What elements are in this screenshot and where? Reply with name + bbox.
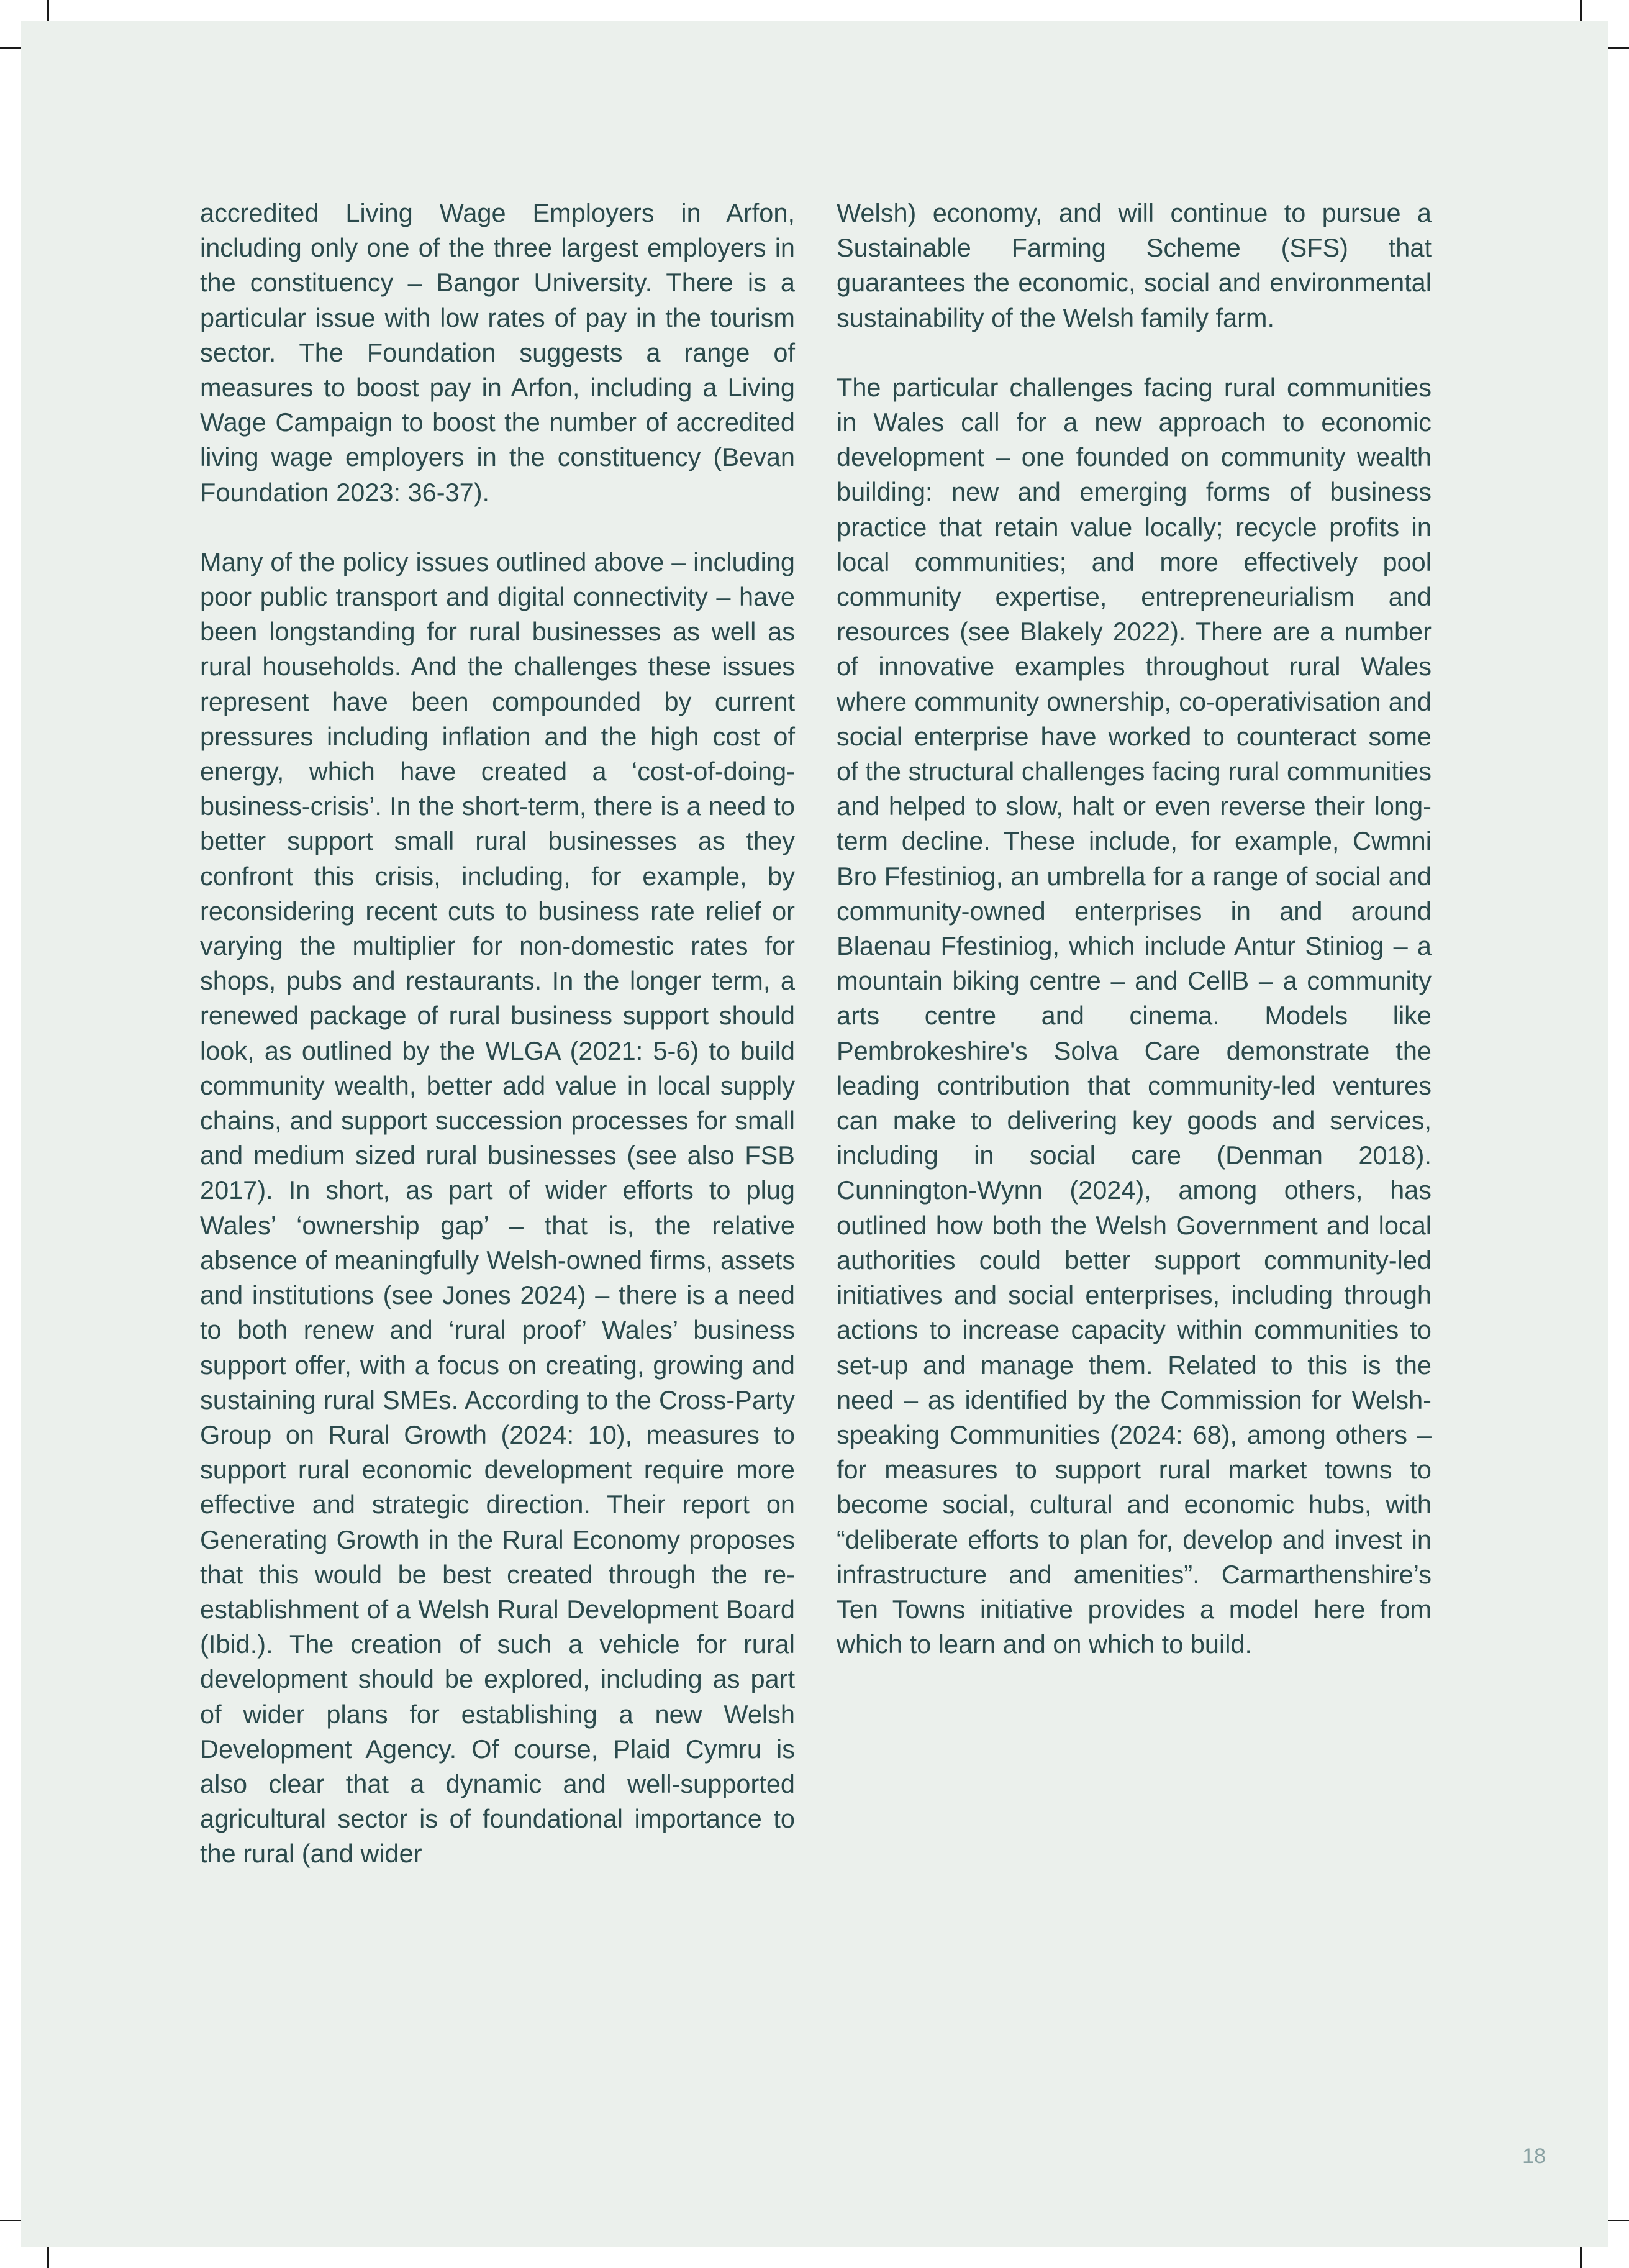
paragraph: The particular challenges facing rural communities in Wales call for a new approach to economic development – one founded on community wealth building: new and emerging forms of business practice that retain value locally; recycle profits in local communities; and more effectively pool community expertise, entrepreneurialism and resources (see Blakely 2022). There are a number of innovative examples throughout rural Wales where community ownership, co-operativisation and social enterprise have worked to counteract some of the structural challenges facing rural communities and helped to slow, halt or even reverse their long-term decline. These include, for example, Cwmni Bro Ffestiniog, an umbrella for a range of social and community-owned enterprises in and around Blaenau Ffestiniog, which include Antur Stiniog – a mountain biking centre – and CellB – a community arts centre and cinema. Models like Pembrokeshire's Solva Care demonstrate the leading contribution that community-led ventures can make to delivering key goods and services, including in social care (Denman 2018). Cunnington-Wynn (2024), among others, has outlined how both the Welsh Government and local authorities could better support community-led initiatives and social enterprises, including through actions to increase capacity within communities to set-up and manage them. Related to this is the need – as identified by the Commission for Welsh-speaking Communities (2024: 68), among others – for measures to support rural market towns to become social, cultural and economic hubs, with “deliberate efforts to plan for, develop and invest in infrastructure and amenities”. Carmarthenshire’s Ten Towns initiative provides a model here from which to learn and on which to build. xyxy=(837,372,1432,1659)
right-column xyxy=(837,196,1432,1696)
left-column xyxy=(200,196,795,1906)
paragraph: Many of the policy issues outlined above – including poor public transport and digital connectivity – have been longstanding for rural businesses as well as rural households. And the challenges these issues represent have been compounded by current pressures including inflation and the high cost of energy, which have created a ‘cost-of-doing-business-crisis’. In the short-term, there is a need to better support small rural businesses as they confront this crisis, including, for example, by reconsidering recent cuts to business rate relief or varying the multiplier for non-domestic rates for shops, pubs and restaurants. In the longer term, a renewed package of rural business support should look, as outlined by the WLGA (2021: 5-6) to build community wealth, better add value in local supply chains, and support succession processes for small and medium sized rural businesses (see also FSB 2017). In short, as part of wider efforts to plug Wales’ ‘ownership gap’ – that is, the relative absence of meaningfully Welsh-owned firms, assets and institutions (see Jones 2024) – there is a need to both renew and ‘rural proof’ Wales’ business support offer, with a focus on creating, growing and sustaining rural SMEs. According to the Cross-Party Group on Rural Growth (2024: 10), measures to support rural economic development require more effective and strategic direction. Their report on Generating Growth in the Rural Economy proposes that this would be best created through the re-establishment of a Welsh Rural Development Board (Ibid.). The creation of such a vehicle for rural development should be explored, including as part of wider plans for establishing a new Welsh Development Agency. Of course, Plaid Cymru is also clear that a dynamic and well-supported agricultural sector is of foundational importance to the rural (and wider xyxy=(200,547,795,1869)
paragraph: accredited Living Wage Employers in Arfon, including only one of the three largest employers in the constituency – Bangor University. There is a particular issue with low rates of pay in the tourism sector. The Foundation suggests a range of measures to boost pay in Arfon, including a Living Wage Campaign to boost the number of accredited living wage employers in the constituency (Bevan Foundation 2023: 36-37). xyxy=(200,198,795,507)
paragraph: Welsh) economy, and will continue to pursue a Sustainable Farming Scheme (SFS) that guarantees the economic, social and environmental sustainability of the Welsh family farm. xyxy=(837,198,1432,332)
page-number: 18 xyxy=(1522,2144,1546,2168)
